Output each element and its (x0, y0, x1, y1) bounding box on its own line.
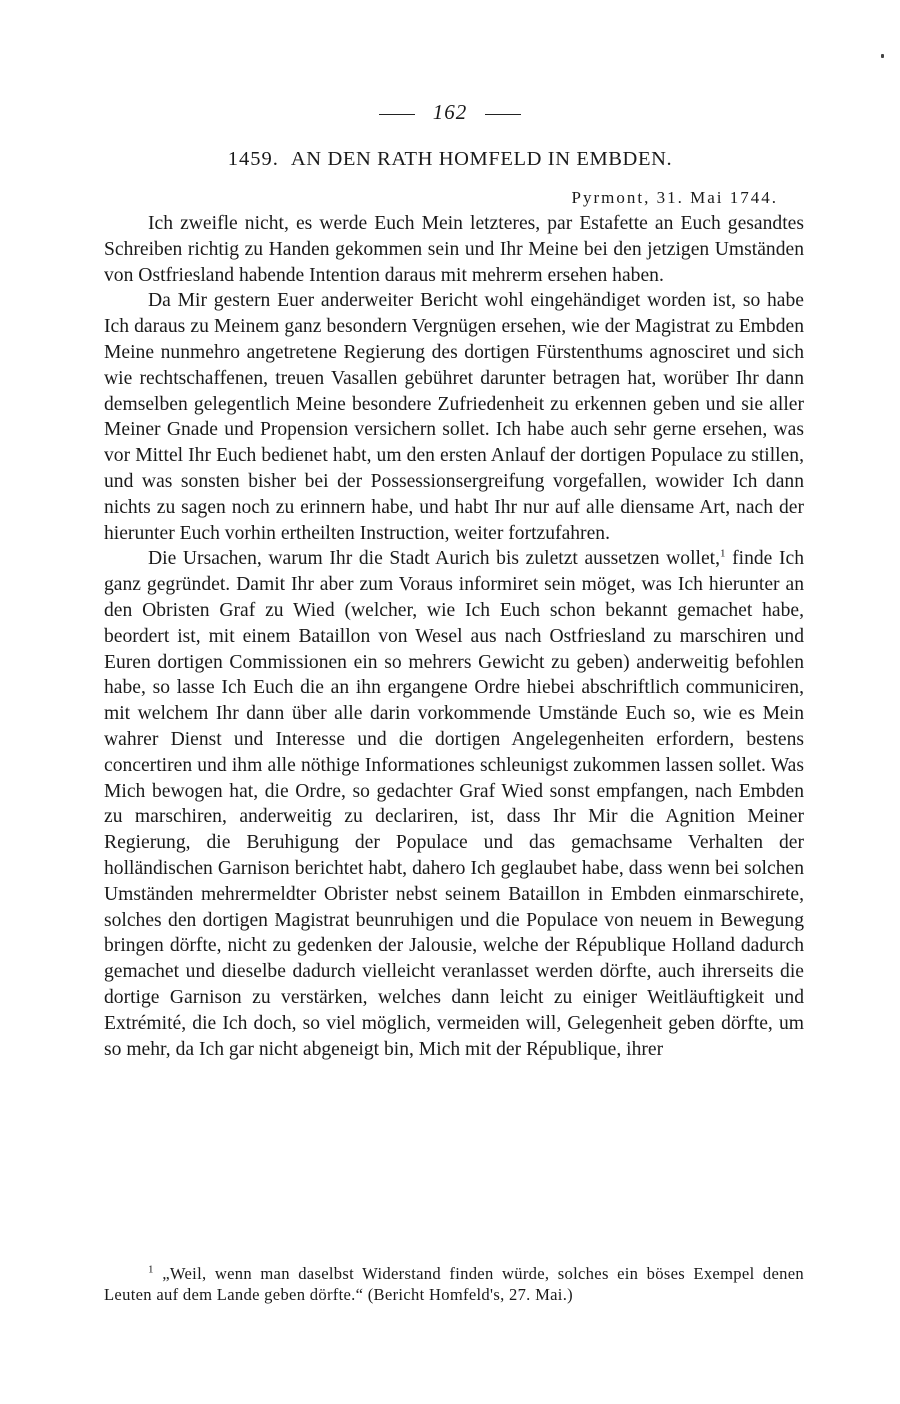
paragraph: Ich zweifle nicht, es werde Euch Mein letzteres, par Estafette an Euch gesandtes Schreiben richtig zu Handen gekommen sein und Ihr Meine bei den jetzigen Umständen von Ostfriesland habende Intention daraus mit mehrerm ersehen haben. (104, 213, 804, 286)
letter-number: 1459. (227, 148, 279, 170)
page-header (0, 100, 900, 125)
footnote-paragraph (104, 1263, 804, 1305)
letter-body (104, 211, 804, 1062)
letter-heading: AN DEN RATH HOMFELD IN EMBDEN. (290, 148, 673, 170)
paragraph (104, 546, 804, 1062)
footnote-text: „Weil, wenn man daselbst Widerstand finden würde, solches ein böses Exempel denen Leuten auf dem Lande geben dörfte.“ (Bericht Homfeld's, 27. Mai.) (104, 1264, 804, 1304)
footnote (104, 1263, 804, 1305)
header-dash-right (485, 114, 521, 115)
page-number: 162 (432, 100, 468, 124)
header-dash-left (379, 114, 415, 115)
paragraph: Da Mir gestern Euer anderweiter Bericht wohl eingehändiget worden ist, so habe Ich daraus zu Meinem ganz besondern Vergnügen ersehen, wie der Magistrat zu Embden Meine nunmehro angetretene Regierung des dortigen Fürstenthums agnosciret und sich wie rechtschaffenen, treuen Vasallen gebühret darunter betragen hat, worüber Ihr dann demselben gelegentlich Meine besondere Zufriedenheit zu erkennen geben und sie aller Meiner Gnade und Propension versichern sollet. Ich habe auch sehr gerne ersehen, was vor Mittel Ihr Euch bedienet habt, um den ersten Anlauf der dortigen Populace zu stillen, und was sonsten bisher bei der Possessionsergreifung vorgefallen, wowider Ich dann nichts zu sagen noch zu erinnern habe, und habt Ihr nur auf alle diensame Art, nach der hierunter Euch vorhin ertheilten Instruction, weiter fortzufahren. (104, 290, 804, 544)
footnote-reference[interactable]: 1 (720, 547, 726, 560)
paragraph-text: Die Ursachen, warum Ihr die Stadt Aurich bis zuletzt aussetzen wollet, (148, 548, 721, 570)
letter-dateline: Pyrmont, 31. Mai 1744. (571, 188, 778, 207)
letter-title (0, 148, 900, 171)
footnote-marker: 1 (148, 1263, 154, 1276)
scan-speck (881, 54, 884, 58)
paragraph-text: finde Ich ganz gegründet. Damit Ihr aber zum Voraus informiret sein möget, was Ich hierunter an den Obristen Graf zu Wied (welcher, wie Ich Euch schon bekannt gemachet habe, beordert ist, mit einem Bataillon von Wesel aus nach Ostfriesland zu marschiren und Euren dortigen Commissionen ein so mehrers Gewicht zu geben) anderweitig befohlen habe, so lasse Ich Euch die an ihn ergangene Ordre hiebei abschriftlich communiciren, mit welchem Ihr dann über alle darin vorkommende Umstände Euch so, wie es Mein wahrer Dienst und Interesse und die dortigen Angelegenheiten erfordern, bestens concertiren und ihm alle nöthige Informationes schleunigst zukommen lassen sollet. Was Mich bewogen hat, die Ordre, so gedachter Graf Wied sonst empfangen, nach Embden zu marschiren, anderweitig zu declariren, ist, dass Ihr Mir die Agnition Meiner Regierung, die Beruhigung der Populace und das gemachsame Verhalten der holländischen Garnison berichtet habt, dahero Ich geglaubet habe, dass wenn bei solchen Umständen mehrermeldter Obrister nebst seinem Bataillon in Embden einmarschirete, solches den dortigen Magistrat beunruhigen und die Populace von neuem in Bewegung bringen dörfte, nicht zu gedenken der Jalousie, welche der République Holland dadurch gemachet und dieselbe dadurch vielleicht veranlasset werden dörfte, auch ihrerseits die dortige Garnison zu verstärken, welches dann leicht zu einiger Weitläuftigkeit und Extrémité, die Ich doch, so viel möglich, vermeiden will, Gelegenheit geben dörfte, um so mehr, da Ich gar nicht abgeneigt bin, Mich mit der République, ihrer (104, 548, 804, 1060)
